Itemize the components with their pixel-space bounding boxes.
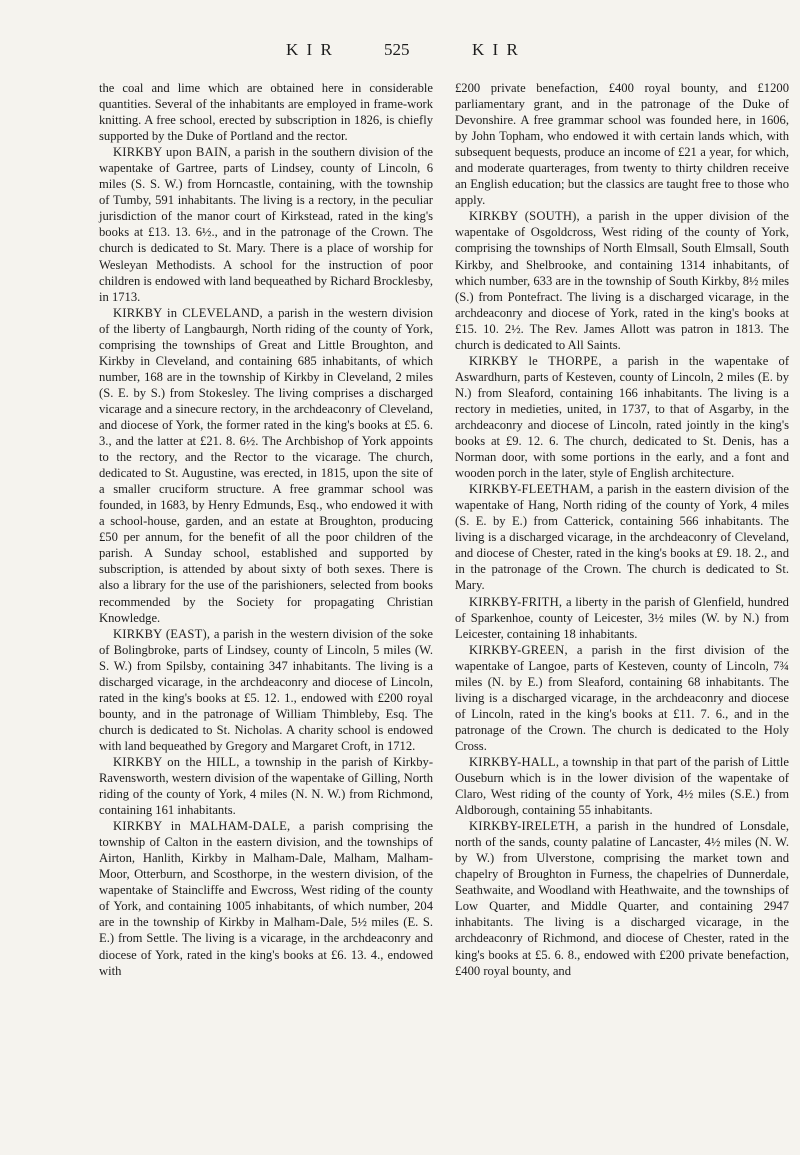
gazetteer-entry [455, 481, 789, 593]
gazetteer-entry [99, 754, 433, 818]
gazetteer-entry [99, 818, 433, 978]
gazetteer-entry [99, 144, 433, 304]
running-header [0, 40, 800, 60]
header-left-word: K I R [286, 40, 334, 59]
gazetteer-entry [455, 353, 789, 481]
entry-text: a parish in the southern division of the wapentake of Gartree, parts of Lindsey, county of Lincoln, 6 miles (S. S. W.) from Horncastle, containing, with the township of Tumby, 591 inhabitants. The living is a rectory, in the peculiar jurisdiction of the manor court of Kirkstead, rated in the king's books at £13. 13. 6½., and in the patronage of the Crown. The church is dedicated to St. Mary. There is a place of worship for Wesleyan Methodists. A school for the instruction of poor children is endowed with land bequeathed by Richard Brocklesby, in 1713. [99, 145, 433, 304]
page-number: 525 [384, 40, 410, 59]
entry-headword: KIRKBY upon BAIN, [113, 145, 231, 160]
entry-headword: KIRKBY on the HILL, [113, 754, 240, 769]
entry-text: a parish in the eastern division of the wapentake of Hang, North riding of the county of York, 4 miles (S. E. by E.) from Catterick, containing 566 inhabitants. The living is a discharged vicarage, in the archdeaconry of Cleveland, and diocese of Chester, rated in the king's books at £9. 18. 2., and in the patronage of the Crown. The church is dedicated to St. Mary. [455, 482, 789, 593]
entry-headword: KIRKBY-IRELETH, [469, 819, 579, 834]
entry-headword: KIRKBY in MALHAM-DALE, [113, 819, 291, 834]
gazetteer-entry [455, 594, 789, 642]
continued-paragraph [99, 80, 433, 144]
gazetteer-entry [455, 208, 789, 352]
entry-headword: KIRKBY (EAST), [113, 626, 211, 641]
left-column [99, 80, 433, 979]
gazetteer-entry [455, 642, 789, 754]
entry-headword: KIRKBY-FLEETHAM, [469, 482, 594, 497]
gazetteer-entry [455, 754, 789, 818]
entry-text: a liberty in the parish of Glenfield, hundred of Sparkenhoe, county of Leicester, 3½ miles (W. by N.) from Leicester, containing 18 inhabitants. [455, 594, 789, 641]
entry-headword: KIRKBY le THORPE, [469, 353, 602, 368]
entry-text: a parish in the western division of the liberty of Langbaurgh, North riding of the county of York, comprising the townships of Great and Little Broughton, and Kirkby in Cleveland, and containing 685 inhabitants, of which number, 168 are in the township of Kirkby in Cleveland, 2 miles (S. E. by S.) from Stokesley. The living comprises a discharged vicarage and a sinecure rectory, in the archdeaconry of Cleveland, and diocese of York, the former rated in the king's books at £5. 6. 3., and the latter at £21. 8. 6½. The Archbishop of York appoints to the rectory, and the Rector to the vicarage. The church, dedicated to St. Augustine, was erected, in 1815, upon the site of a smaller cruciform structure. A free grammar school was founded, in 1683, by Henry Edmunds, Esq., who endowed it with a school-house, garden, and an estate at Broughton, producing £50 per annum, for the benefit of all the poor children of the parish. A Sunday school, established and supported by subscription, is attended by about sixty of both sexes. There is also a library for the use of the parishioners, selected from books recommended by the Society for propagating Christian Knowledge. [99, 305, 433, 625]
gazetteer-entry [99, 626, 433, 754]
entry-text: a parish in the western division of the soke of Bolingbroke, parts of Lindsey, county of Lincoln, 5 miles (W. S. W.) from Spilsby, containing 347 inhabitants. The living is a discharged vicarage, in the archdeaconry and diocese of Lincoln, rated in the king's books at £5. 12. 1., endowed with £200 royal bounty, and in the patronage of William Thimbleby, Esq. The church is dedicated to St. Nicholas. A charity school is endowed with land bequeathed by Gregory and Margaret Croft, in 1712. [99, 626, 433, 753]
entry-text: the coal and lime which are obtained here in considerable quantities. Several of the inhabitants are employed in frame-work knitting. A free school, erected by subscription in 1826, is chiefly supported by the Duke of Portland and the rector. [99, 81, 433, 144]
entry-headword: KIRKBY-GREEN, [469, 642, 568, 657]
entry-text: a township in that part of the parish of Little Ouseburn which is in the lower division of the wapentake of Claro, West riding of the county of York, 4½ miles (S.E.) from Aldborough, containing 55 inhabitants. [455, 754, 789, 818]
entry-text: £200 private benefaction, £400 royal bounty, and £1200 parliamentary grant, and in the patronage of the Duke of Devonshire. A free grammar school was founded here, in 1606, by John Topham, who endowed it with certain lands which, with subsequent bequests, produce an income of £21 a year, for which, and moderate quarterages, from twenty to thirty children receive an English education; but the classics are taught free to those who apply. [455, 81, 789, 208]
entry-headword: KIRKBY (SOUTH), [469, 209, 580, 224]
right-column [455, 80, 789, 979]
gazetteer-entry [99, 305, 433, 626]
entry-text: a parish in the wapentake of Aswardhurn, parts of Kesteven, county of Lincoln, 2 miles (E. by N.) from Sleaford, containing 166 inhabitants. The living is a rectory in medieties, united, in 1737, to that of Asgarby, in the archdeaconry and diocese of Lincoln, rated jointly in the king's books at £9. 12. 6. The church, dedicated to St. Denis, has a Norman door, with some portions in the early, and a font and wooden porch in the later, style of English architecture. [455, 353, 790, 481]
entry-text: a parish in the hundred of Lonsdale, north of the sands, county palatine of Lancaster, 4½ miles (N. W. by W.) from Ulverstone, comprising the market town and chapelry of Broughton in Furness, the chapelries of Dunnerdale, Seathwaite, and Woodland with Heathwaite, and the townships of Low Quarter, and Middle Quarter, and containing 2947 inhabitants. The living is a discharged vicarage, in the archdeaconry of Richmond, and diocese of Chester, rated in the king's books at £5. 6. 8., endowed with £200 private benefaction, £400 royal bounty, and [455, 819, 789, 978]
header-right-word: K I R [472, 40, 520, 59]
entry-headword: KIRKBY in CLEVELAND, [113, 305, 263, 320]
entry-headword: KIRKBY-FRITH, [469, 594, 563, 609]
entry-headword: KIRKBY-HALL, [469, 754, 560, 769]
entry-text: a parish comprising the township of Calton in the eastern division, and the townships of Airton, Hanlith, Kirkby in Malham-Dale, Malham, Malham-Moor, Otterburn, and Scosthorpe, in the western division, of the wapentake of Staincliffe and Ewcross, West riding of the county of York, and containing 1005 inhabitants, of which number, 204 are in the township of Kirkby in Malham-Dale, 5½ miles (E. S. E.) from Settle. The living is a vicarage, in the archdeaconry and diocese of York, rated in the king's books at £6. 13. 4., endowed with [99, 819, 433, 978]
entry-text: a township in the parish of Kirkby-Ravensworth, western division of the wapentake of Gilling, North riding of the county of York, 4 miles (N. N. W.) from Richmond, containing 161 inhabitants. [99, 754, 434, 818]
entry-text: a parish in the upper division of the wapentake of Osgoldcross, West riding of the county of York, comprising the townships of North Elmsall, South Elmsall, South Kirkby, and Shelbrooke, and containing 1314 inhabitants, of which number, 633 are in the township of South Kirkby, 8½ miles (S.) from Pontefract. The living is a discharged vicarage, in the archdeaconry and diocese of York, rated in the king's books at £15. 10. 2½. The Rev. James Allott was patron in 1813. The church is dedicated to All Saints. [455, 209, 789, 352]
entry-text: a parish in the first division of the wapentake of Langoe, parts of Kesteven, county of Lincoln, 7¾ miles (N. by E.) from Sleaford, containing 68 inhabitants. The living is a discharged vicarage, in the archdeaconry and diocese of Lincoln, rated in the king's books at £11. 7. 6., and in the patronage of the Crown. The church is dedicated to the Holy Cross. [455, 642, 789, 753]
gazetteer-entry [455, 818, 789, 978]
continued-paragraph [455, 80, 789, 208]
